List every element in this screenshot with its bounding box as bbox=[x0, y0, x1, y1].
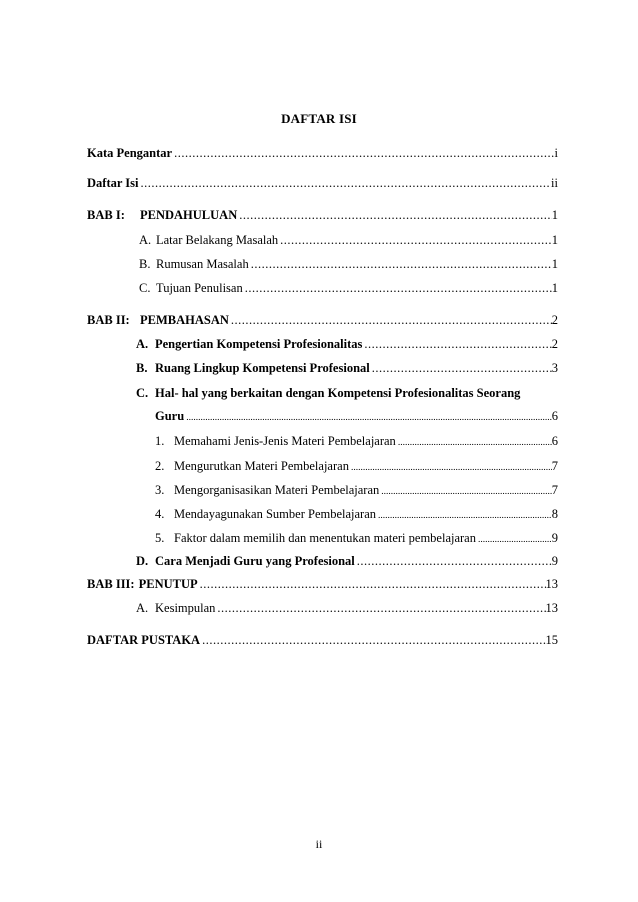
toc-page-number: 1 bbox=[551, 257, 558, 271]
toc-leader-dots bbox=[237, 207, 552, 223]
item-marker: A. bbox=[136, 601, 149, 615]
toc-entry-label: Hal- hal yang berkaitan dengan Kompetensi Profesionalitas Seorang bbox=[155, 386, 521, 400]
toc-entry-label: Faktor dalam memilih dan menentukan materi pembelajaran bbox=[174, 531, 476, 545]
toc-entry-label: Mengorganisasikan Materi Pembelajaran bbox=[174, 483, 380, 497]
item-marker: B. bbox=[136, 361, 148, 375]
toc-entry-bab-1 bbox=[87, 207, 558, 223]
toc-page-number: 13 bbox=[545, 577, 558, 591]
toc-entry-label: PEMBAHASAN bbox=[140, 313, 229, 327]
toc-leader-dots bbox=[243, 280, 552, 296]
toc-leader-dots bbox=[139, 175, 552, 191]
toc-entry-label: Tujuan Penulisan bbox=[156, 281, 243, 295]
toc-entry-kata-pengantar bbox=[87, 145, 558, 161]
toc-entry-label: PENUTUP bbox=[138, 577, 198, 591]
toc-leader-dots bbox=[229, 312, 552, 328]
toc-leader-dots bbox=[249, 256, 552, 272]
toc-entry-label: PENDAHULUAN bbox=[140, 208, 238, 222]
toc-entry-label: Memahami Jenis-Jenis Materi Pembelajaran bbox=[174, 434, 396, 448]
toc-entry-bab-2-c-3 bbox=[155, 482, 558, 500]
toc-entry-bab-2-c-1 bbox=[155, 433, 558, 451]
item-marker: 1. bbox=[155, 434, 165, 448]
toc-leader-dots bbox=[376, 508, 552, 524]
toc-entry-daftar-isi bbox=[87, 175, 558, 191]
toc-entry-label: DAFTAR PUSTAKA bbox=[87, 633, 201, 647]
chapter-prefix: BAB III: bbox=[87, 577, 135, 591]
toc-leader-dots bbox=[198, 576, 546, 592]
toc-page-number: 2 bbox=[551, 337, 558, 351]
item-marker: A. bbox=[139, 233, 152, 247]
toc-entry-bab-2-d bbox=[136, 553, 558, 569]
toc-entry-bab-1-a bbox=[139, 232, 558, 248]
toc-entry-daftar-pustaka bbox=[87, 632, 558, 648]
toc-leader-dots bbox=[172, 145, 554, 161]
toc-entry-bab-1-b bbox=[139, 256, 558, 272]
toc-page-number: 1 bbox=[551, 208, 558, 222]
toc-entry-bab-3 bbox=[87, 576, 558, 592]
toc-leader-dots bbox=[379, 484, 551, 500]
toc-entry-label: Cara Menjadi Guru yang Profesional bbox=[155, 554, 355, 568]
item-marker: B. bbox=[139, 257, 151, 271]
toc-leader-dots bbox=[370, 360, 552, 376]
item-marker: A. bbox=[136, 337, 149, 351]
toc-page-number: 3 bbox=[551, 361, 558, 375]
toc-page-number: 1 bbox=[551, 233, 558, 247]
toc-leader-dots bbox=[184, 410, 552, 426]
toc-entry-bab-2-c-4 bbox=[155, 506, 558, 524]
item-marker: D. bbox=[136, 554, 149, 568]
item-marker: C. bbox=[136, 386, 149, 400]
toc-entry-label: Mendayagunakan Sumber Pembelajaran bbox=[174, 507, 377, 521]
toc-page-number: 15 bbox=[545, 633, 558, 647]
item-marker: 5. bbox=[155, 531, 165, 545]
toc-entry-bab-2-a bbox=[136, 336, 558, 352]
toc-leader-dots bbox=[396, 435, 552, 451]
page-number: ii bbox=[315, 837, 323, 851]
toc-page-number: 7 bbox=[551, 483, 558, 497]
toc-entry-bab-2-c-heading bbox=[136, 385, 520, 401]
toc-page-number: 13 bbox=[545, 601, 558, 615]
toc-page-number: 9 bbox=[551, 531, 558, 545]
toc-entry-label: Kata Pengantar bbox=[87, 146, 173, 160]
toc-leader-dots bbox=[476, 532, 552, 548]
toc-entry-label: Mengurutkan Materi Pembelajaran bbox=[174, 459, 349, 473]
toc-page-number: ii bbox=[551, 176, 558, 190]
toc-leader-dots bbox=[362, 336, 551, 352]
toc-entry-label: Rumusan Masalah bbox=[156, 257, 249, 271]
toc-leader-dots bbox=[215, 600, 545, 616]
toc-entry-label: Ruang Lingkup Kompetensi Profesional bbox=[155, 361, 370, 375]
toc-entry-bab-1-c bbox=[139, 280, 558, 296]
chapter-prefix: BAB II: bbox=[87, 313, 130, 327]
toc-page-number: 2 bbox=[551, 313, 558, 327]
toc-entry-label-continued: Guru bbox=[155, 409, 185, 423]
item-marker: 4. bbox=[155, 507, 165, 521]
toc-leader-dots bbox=[200, 632, 545, 648]
item-marker: 3. bbox=[155, 483, 165, 497]
toc-page-number: 1 bbox=[551, 281, 558, 295]
chapter-prefix: BAB I: bbox=[87, 208, 125, 222]
toc-page-number: 6 bbox=[551, 434, 558, 448]
toc-entry-label: Pengertian Kompetensi Profesionalitas bbox=[155, 337, 363, 351]
toc-entry-label: Daftar Isi bbox=[87, 176, 139, 190]
toc-page-number: 9 bbox=[551, 554, 558, 568]
toc-leader-dots bbox=[278, 232, 552, 248]
toc-entry-bab-3-a bbox=[136, 600, 558, 616]
toc-entry-bab-2-c-2 bbox=[155, 458, 558, 476]
toc-entry-bab-2 bbox=[87, 312, 558, 328]
toc-page-number: i bbox=[554, 146, 558, 160]
toc-entry-label: Kesimpulan bbox=[155, 601, 216, 615]
item-marker: 2. bbox=[155, 459, 165, 473]
page-title: DAFTAR ISI bbox=[281, 111, 357, 126]
toc-entry-bab-2-b bbox=[136, 360, 558, 376]
toc-page-number: 6 bbox=[551, 409, 558, 423]
item-marker: C. bbox=[139, 281, 151, 295]
toc-entry-bab-2-c bbox=[155, 408, 558, 426]
toc-leader-dots bbox=[349, 460, 552, 476]
toc-leader-dots bbox=[355, 553, 552, 569]
toc-entry-label: Latar Belakang Masalah bbox=[156, 233, 279, 247]
toc-page-number: 7 bbox=[551, 459, 558, 473]
toc-entry-bab-2-c-5 bbox=[155, 530, 558, 548]
toc-page-number: 8 bbox=[551, 507, 558, 521]
